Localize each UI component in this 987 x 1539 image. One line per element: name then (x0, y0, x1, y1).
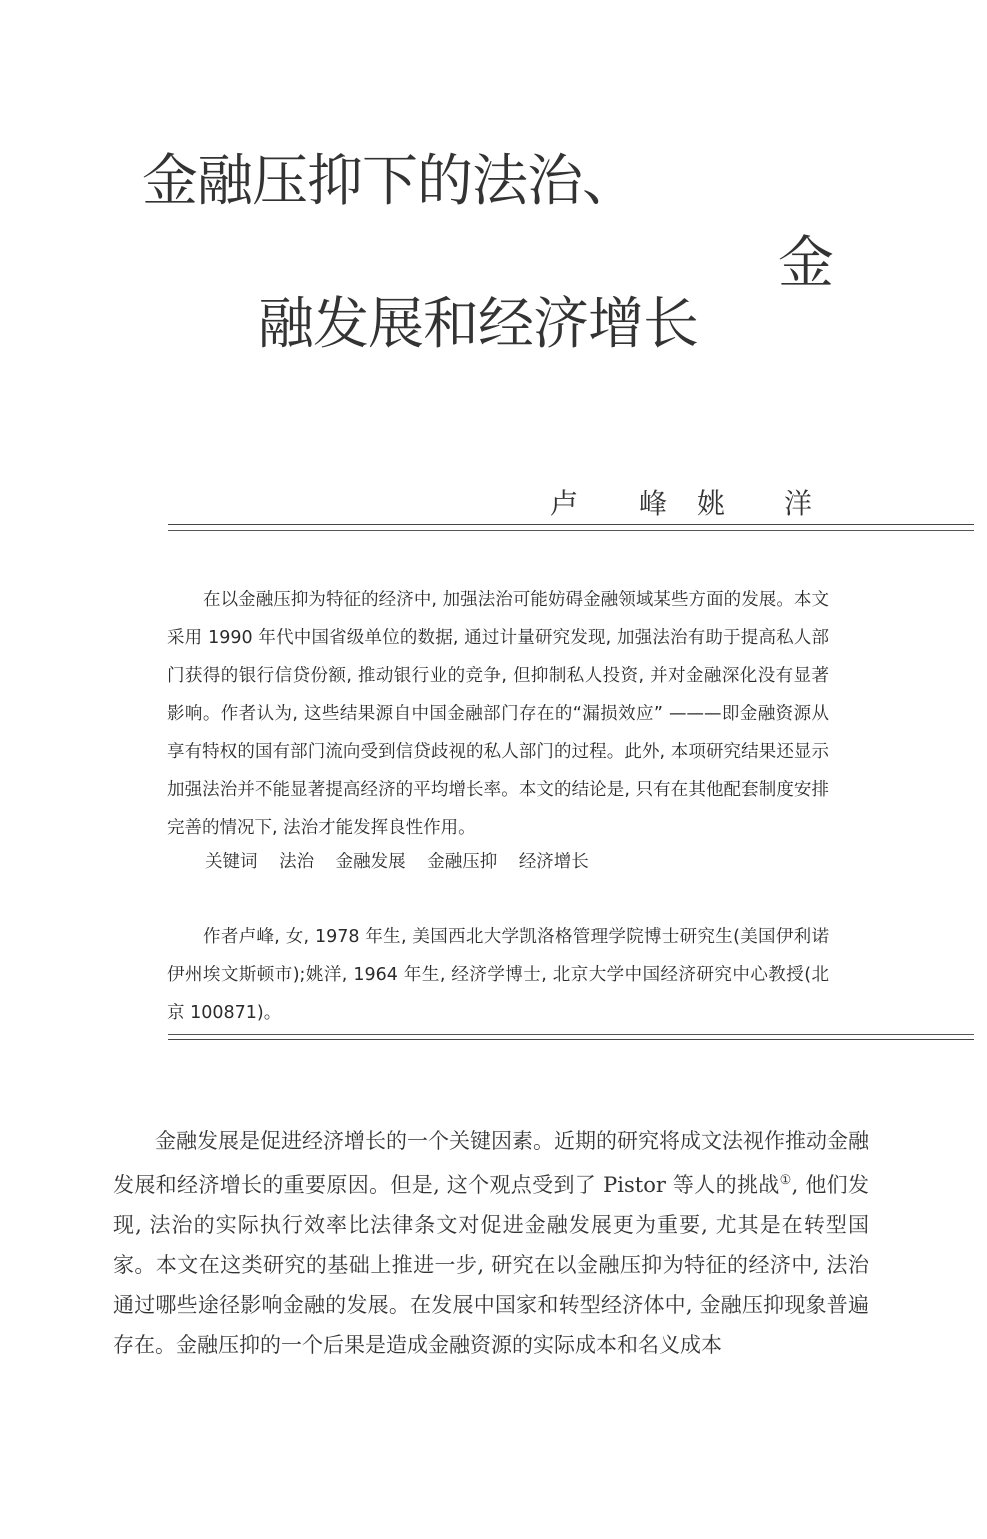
body-text-part-1: 金融发展是促进经济增长的一个关键因素。近期的研究将成文法视作推动金融发展和经济增长的重要原因。但是, 这个观点受到了 Pistor 等人的挑战 (113, 1129, 869, 1197)
article-title-line-2: 金 (778, 231, 834, 296)
keyword-item: 经济增长 (518, 852, 589, 872)
article-title-line-1: 金融压抑下的法治、 (142, 149, 637, 214)
author-name-char: 洋 (784, 487, 813, 520)
top-rule-upper (168, 524, 974, 525)
abstract-paragraph: 在以金融压抑为特征的经济中, 加强法治可能妨碍金融领域某些方面的发展。本文采用 1990 年代中国省级单位的数据, 通过计量研究发现, 加强法治有助于提高私人部门获得的银行信贷份额, 推动银行业的竞争, 但抑制私人投资, 并对金融深化没有显著影响。作者认为, 这些结果源自中国金融部门存在的“漏损效应” ———即金融资源从享有特权的国有部门流向受到信贷歧视的私人部门的过程。此外, 本项研究结果还显示加强法治并不能显著提高经济的平均增长率。本文的结论是, 只有在其他配套制度安排完善的情况下, 法治才能发挥良性作用。 (167, 590, 829, 838)
bottom-rule-lower (168, 1039, 974, 1040)
keywords-line (205, 847, 605, 877)
keywords-label: 关键词 (205, 852, 258, 872)
keyword-item: 金融压抑 (427, 852, 498, 872)
bottom-rule-upper (168, 1034, 974, 1035)
footnote-marker[interactable]: ① (779, 1173, 792, 1188)
body-paragraph (113, 1121, 869, 1365)
author-name-char: 卢 (550, 487, 579, 520)
author-note: 作者卢峰, 女, 1978 年生, 美国西北大学凯洛格管理学院博士研究生(美国伊利诺伊州埃文斯顿市);姚洋, 1964 年生, 经济学博士, 北京大学中国经济研究中心教授(北京 100871)。 (167, 927, 829, 1023)
author-name-char: 峰 (639, 487, 668, 520)
keyword-item: 法治 (279, 852, 315, 872)
top-rule-lower (168, 530, 974, 531)
article-title-line-3: 融发展和经济增长 (258, 292, 698, 357)
keyword-item: 金融发展 (335, 852, 406, 872)
body-text-part-2: , 他们发现, 法治的实际执行效率比法律条文对促进金融发展更为重要, 尤其是在转型国家。本文在这类研究的基础上推进一步, 研究在以金融压抑为特征的经济中, 法治通过哪些途径影响金融的发展。在发展中国家和转型经济体中, 金融压抑现象普遍存在。金融压抑的一个后果是造成金融资源的实际成本和名义成本 (113, 1173, 869, 1357)
author-name-char: 姚 (697, 487, 726, 520)
